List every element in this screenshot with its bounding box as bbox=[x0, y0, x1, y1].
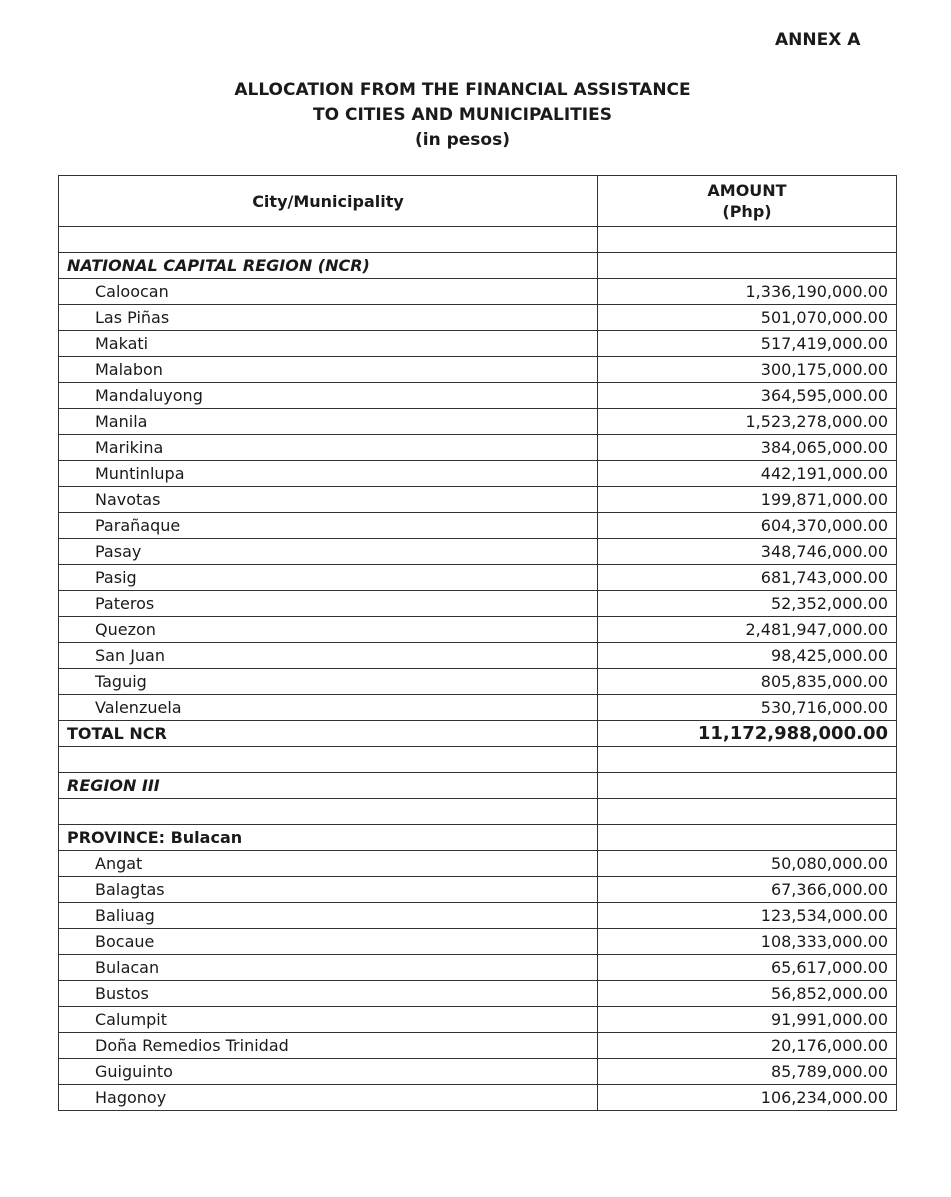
table-row bbox=[59, 539, 897, 565]
table-row bbox=[59, 1007, 897, 1033]
city-name-cell: Bocaue bbox=[59, 929, 598, 955]
header-amount bbox=[598, 176, 897, 227]
amount-cell: 50,080,000.00 bbox=[598, 851, 897, 877]
amount-cell bbox=[598, 747, 897, 773]
city-name-cell: Guiguinto bbox=[59, 1059, 598, 1085]
city-name-cell: Pasig bbox=[59, 565, 598, 591]
amount-cell: 604,370,000.00 bbox=[598, 513, 897, 539]
amount-cell: 530,716,000.00 bbox=[598, 695, 897, 721]
total-row bbox=[59, 721, 897, 747]
city-name-cell: Angat bbox=[59, 851, 598, 877]
city-name-cell: Manila bbox=[59, 409, 598, 435]
amount-cell bbox=[598, 773, 897, 799]
city-name-cell: Hagonoy bbox=[59, 1085, 598, 1111]
amount-cell: 1,523,278,000.00 bbox=[598, 409, 897, 435]
city-name-cell: Marikina bbox=[59, 435, 598, 461]
amount-cell bbox=[598, 825, 897, 851]
table-row bbox=[59, 435, 897, 461]
amount-cell: 67,366,000.00 bbox=[598, 877, 897, 903]
amount-cell: 364,595,000.00 bbox=[598, 383, 897, 409]
amount-cell: 65,617,000.00 bbox=[598, 955, 897, 981]
city-name-cell: Pasay bbox=[59, 539, 598, 565]
amount-cell: 20,176,000.00 bbox=[598, 1033, 897, 1059]
amount-cell: 108,333,000.00 bbox=[598, 929, 897, 955]
amount-cell bbox=[598, 799, 897, 825]
city-name-cell bbox=[59, 799, 598, 825]
amount-cell: 85,789,000.00 bbox=[598, 1059, 897, 1085]
region-row bbox=[59, 773, 897, 799]
header-city: City/Municipality bbox=[59, 176, 598, 227]
table-row bbox=[59, 617, 897, 643]
amount-cell: 56,852,000.00 bbox=[598, 981, 897, 1007]
document-title bbox=[0, 78, 925, 153]
amount-cell: 123,534,000.00 bbox=[598, 903, 897, 929]
amount-cell bbox=[598, 227, 897, 253]
amount-cell: 517,419,000.00 bbox=[598, 331, 897, 357]
amount-cell: 501,070,000.00 bbox=[598, 305, 897, 331]
city-name-cell: Quezon bbox=[59, 617, 598, 643]
amount-cell: 1,336,190,000.00 bbox=[598, 279, 897, 305]
province-row bbox=[59, 825, 897, 851]
amount-cell bbox=[598, 253, 897, 279]
table-row bbox=[59, 1085, 897, 1111]
table-row bbox=[59, 643, 897, 669]
table-row bbox=[59, 955, 897, 981]
city-name-cell: Las Piñas bbox=[59, 305, 598, 331]
city-name-cell: Baliuag bbox=[59, 903, 598, 929]
amount-cell: 98,425,000.00 bbox=[598, 643, 897, 669]
amount-cell: 442,191,000.00 bbox=[598, 461, 897, 487]
header-amount-line1: AMOUNT bbox=[707, 181, 787, 200]
city-name-cell: Bulacan bbox=[59, 955, 598, 981]
table-row bbox=[59, 1059, 897, 1085]
city-name-cell: NATIONAL CAPITAL REGION (NCR) bbox=[59, 253, 598, 279]
city-name-cell: Doña Remedios Trinidad bbox=[59, 1033, 598, 1059]
city-name-cell: Makati bbox=[59, 331, 598, 357]
allocation-table bbox=[58, 175, 897, 1111]
amount-cell: 681,743,000.00 bbox=[598, 565, 897, 591]
table-row bbox=[59, 851, 897, 877]
amount-cell: 348,746,000.00 bbox=[598, 539, 897, 565]
city-name-cell: PROVINCE: Bulacan bbox=[59, 825, 598, 851]
city-name-cell: Malabon bbox=[59, 357, 598, 383]
amount-cell: 805,835,000.00 bbox=[598, 669, 897, 695]
annex-label: ANNEX A bbox=[775, 30, 861, 50]
table-row bbox=[59, 1033, 897, 1059]
city-name-cell bbox=[59, 227, 598, 253]
blank-row bbox=[59, 747, 897, 773]
title-line-3: (in pesos) bbox=[414, 130, 510, 150]
region-row bbox=[59, 253, 897, 279]
table-row bbox=[59, 331, 897, 357]
city-name-cell: REGION III bbox=[59, 773, 598, 799]
amount-cell: 199,871,000.00 bbox=[598, 487, 897, 513]
city-name-cell: Caloocan bbox=[59, 279, 598, 305]
city-name-cell: Valenzuela bbox=[59, 695, 598, 721]
city-name-cell: Balagtas bbox=[59, 877, 598, 903]
table-header-row bbox=[59, 176, 897, 227]
amount-cell: 106,234,000.00 bbox=[598, 1085, 897, 1111]
header-amount-line2: (Php) bbox=[722, 202, 772, 221]
city-name-cell: Taguig bbox=[59, 669, 598, 695]
table-row bbox=[59, 279, 897, 305]
table-row bbox=[59, 903, 897, 929]
table-row bbox=[59, 305, 897, 331]
table-row bbox=[59, 669, 897, 695]
blank-row bbox=[59, 227, 897, 253]
title-line-1: ALLOCATION FROM THE FINANCIAL ASSISTANCE bbox=[234, 80, 691, 100]
city-name-cell: Pateros bbox=[59, 591, 598, 617]
table-row bbox=[59, 565, 897, 591]
amount-cell: 384,065,000.00 bbox=[598, 435, 897, 461]
city-name-cell: TOTAL NCR bbox=[59, 721, 598, 747]
amount-cell: 11,172,988,000.00 bbox=[598, 721, 897, 747]
table-row bbox=[59, 461, 897, 487]
amount-cell: 52,352,000.00 bbox=[598, 591, 897, 617]
table-row bbox=[59, 591, 897, 617]
city-name-cell: Navotas bbox=[59, 487, 598, 513]
amount-cell: 300,175,000.00 bbox=[598, 357, 897, 383]
amount-cell: 2,481,947,000.00 bbox=[598, 617, 897, 643]
city-name-cell: Mandaluyong bbox=[59, 383, 598, 409]
table-row bbox=[59, 409, 897, 435]
table-row bbox=[59, 487, 897, 513]
table-row bbox=[59, 877, 897, 903]
title-line-2: TO CITIES AND MUNICIPALITIES bbox=[313, 105, 612, 125]
table-row bbox=[59, 695, 897, 721]
table-row bbox=[59, 981, 897, 1007]
blank-row bbox=[59, 799, 897, 825]
table-row bbox=[59, 357, 897, 383]
table-row bbox=[59, 929, 897, 955]
city-name-cell: Muntinlupa bbox=[59, 461, 598, 487]
city-name-cell: San Juan bbox=[59, 643, 598, 669]
city-name-cell: Calumpit bbox=[59, 1007, 598, 1033]
table-row bbox=[59, 383, 897, 409]
city-name-cell bbox=[59, 747, 598, 773]
table-body bbox=[59, 227, 897, 1111]
city-name-cell: Bustos bbox=[59, 981, 598, 1007]
city-name-cell: Parañaque bbox=[59, 513, 598, 539]
table-row bbox=[59, 513, 897, 539]
amount-cell: 91,991,000.00 bbox=[598, 1007, 897, 1033]
